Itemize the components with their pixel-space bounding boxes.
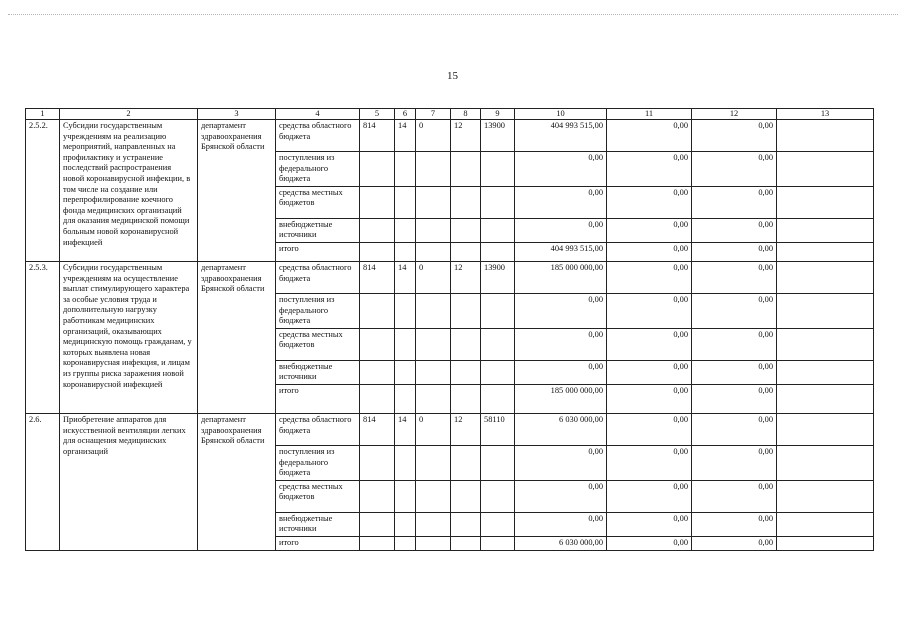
amount-col10: 0,00 [515, 445, 607, 480]
amount-col12: 0,00 [692, 328, 777, 360]
executor: департамент здравоохранения Брянской области [198, 261, 276, 413]
empty-cell [360, 445, 395, 480]
empty-cell [416, 360, 451, 384]
code-grbs: 814 [360, 120, 395, 152]
empty-cell [451, 242, 481, 261]
code-expense: 58110 [481, 413, 515, 445]
amount-col11: 0,00 [607, 218, 692, 242]
measure-name: Субсидии государственным учреждениям на осуществление выплат стимулирующего характера за особые условия труда и дополнительную нагрузку работникам медицинских организаций, оказывающих медицинскую помощь гражданам, у которых выявлена новая коронавирусная инфекция, и лицам из группы риска заражения новой коронавирусной инфекцией [60, 261, 198, 413]
empty-cell [360, 360, 395, 384]
empty-cell [481, 152, 515, 187]
empty-cell [481, 360, 515, 384]
header-row [26, 109, 874, 120]
amount-col12: 0,00 [692, 261, 777, 293]
column-header: 8 [451, 109, 481, 120]
empty-cell [481, 293, 515, 328]
empty-cell-col13 [777, 186, 874, 218]
amount-col10: 0,00 [515, 328, 607, 360]
empty-cell [416, 186, 451, 218]
amount-col10: 0,00 [515, 512, 607, 536]
empty-cell [451, 328, 481, 360]
amount-col11: 0,00 [607, 512, 692, 536]
column-header: 12 [692, 109, 777, 120]
empty-cell [416, 480, 451, 512]
amount-col11: 0,00 [607, 120, 692, 152]
empty-cell [416, 445, 451, 480]
empty-cell [451, 186, 481, 218]
funding-source: средства областного бюджета [276, 261, 360, 293]
amount-col11: 0,00 [607, 384, 692, 413]
amount-col11: 0,00 [607, 242, 692, 261]
empty-cell [481, 536, 515, 550]
column-header: 13 [777, 109, 874, 120]
amount-col11: 0,00 [607, 480, 692, 512]
amount-col11: 0,00 [607, 186, 692, 218]
funding-source: поступления из федерального бюджета [276, 152, 360, 187]
empty-cell [360, 152, 395, 187]
amount-col10: 0,00 [515, 480, 607, 512]
empty-cell [395, 360, 416, 384]
funding-source: внебюджетные источники [276, 218, 360, 242]
amount-col11: 0,00 [607, 413, 692, 445]
column-header: 11 [607, 109, 692, 120]
empty-cell [481, 445, 515, 480]
amount-col12: 0,00 [692, 293, 777, 328]
funding-source: итого [276, 384, 360, 413]
empty-cell [395, 186, 416, 218]
funding-source: средства областного бюджета [276, 413, 360, 445]
funding-source: средства местных бюджетов [276, 328, 360, 360]
empty-cell-col13 [777, 242, 874, 261]
empty-cell [481, 218, 515, 242]
empty-cell [416, 293, 451, 328]
empty-cell [360, 536, 395, 550]
empty-cell [481, 512, 515, 536]
empty-cell [416, 512, 451, 536]
empty-cell [395, 512, 416, 536]
empty-cell [416, 242, 451, 261]
empty-cell-col13 [777, 360, 874, 384]
row-number: 2.6. [26, 413, 60, 550]
amount-col10: 0,00 [515, 152, 607, 187]
budget-table [25, 108, 874, 551]
amount-col10: 404 993 515,00 [515, 242, 607, 261]
table-row [26, 413, 874, 445]
amount-col12: 0,00 [692, 413, 777, 445]
executor: департамент здравоохранения Брянской области [198, 120, 276, 262]
empty-cell [451, 480, 481, 512]
row-number: 2.5.2. [26, 120, 60, 262]
empty-cell [416, 384, 451, 413]
amount-col10: 185 000 000,00 [515, 384, 607, 413]
empty-cell-col13 [777, 384, 874, 413]
amount-col10: 0,00 [515, 360, 607, 384]
funding-source: итого [276, 536, 360, 550]
code-grbs: 814 [360, 261, 395, 293]
funding-source: поступления из федерального бюджета [276, 293, 360, 328]
amount-col10: 0,00 [515, 218, 607, 242]
empty-cell [451, 152, 481, 187]
code-section: 14 [395, 120, 416, 152]
amount-col12: 0,00 [692, 536, 777, 550]
column-header: 5 [360, 109, 395, 120]
column-header: 1 [26, 109, 60, 120]
empty-cell [451, 384, 481, 413]
empty-cell [395, 480, 416, 512]
empty-cell [395, 293, 416, 328]
amount-col10: 6 030 000,00 [515, 536, 607, 550]
amount-col10: 0,00 [515, 186, 607, 218]
empty-cell [451, 445, 481, 480]
empty-cell [395, 445, 416, 480]
amount-col12: 0,00 [692, 360, 777, 384]
empty-cell [360, 293, 395, 328]
code-program: 12 [451, 413, 481, 445]
empty-cell [416, 328, 451, 360]
empty-cell [395, 536, 416, 550]
executor: департамент здравоохранения Брянской области [198, 413, 276, 550]
empty-cell [360, 480, 395, 512]
amount-col12: 0,00 [692, 445, 777, 480]
amount-col11: 0,00 [607, 360, 692, 384]
empty-cell [451, 293, 481, 328]
empty-cell [481, 242, 515, 261]
code-subsection: 0 [416, 261, 451, 293]
funding-source: внебюджетные источники [276, 360, 360, 384]
empty-cell [481, 328, 515, 360]
empty-cell-col13 [777, 480, 874, 512]
funding-source: средства местных бюджетов [276, 480, 360, 512]
amount-col12: 0,00 [692, 152, 777, 187]
amount-col10: 185 000 000,00 [515, 261, 607, 293]
amount-col11: 0,00 [607, 261, 692, 293]
code-expense: 13900 [481, 120, 515, 152]
empty-cell-col13 [777, 152, 874, 187]
empty-cell [360, 242, 395, 261]
column-header: 6 [395, 109, 416, 120]
empty-cell-col13 [777, 261, 874, 293]
empty-cell [360, 186, 395, 218]
column-header: 2 [60, 109, 198, 120]
amount-col10: 6 030 000,00 [515, 413, 607, 445]
empty-cell [395, 328, 416, 360]
funding-source: средства областного бюджета [276, 120, 360, 152]
funding-source: поступления из федерального бюджета [276, 445, 360, 480]
amount-col11: 0,00 [607, 536, 692, 550]
empty-cell-col13 [777, 328, 874, 360]
empty-cell [395, 242, 416, 261]
amount-col12: 0,00 [692, 186, 777, 218]
column-header: 9 [481, 109, 515, 120]
empty-cell [481, 186, 515, 218]
code-expense: 13900 [481, 261, 515, 293]
table-row [26, 120, 874, 152]
empty-cell [451, 536, 481, 550]
amount-col11: 0,00 [607, 445, 692, 480]
amount-col12: 0,00 [692, 512, 777, 536]
code-section: 14 [395, 413, 416, 445]
empty-cell-col13 [777, 445, 874, 480]
empty-cell [360, 512, 395, 536]
empty-cell-col13 [777, 293, 874, 328]
amount-col12: 0,00 [692, 384, 777, 413]
code-subsection: 0 [416, 413, 451, 445]
funding-source: внебюджетные источники [276, 512, 360, 536]
empty-cell [395, 218, 416, 242]
scan-artifact-line [8, 14, 898, 15]
empty-cell [451, 512, 481, 536]
code-subsection: 0 [416, 120, 451, 152]
funding-source: итого [276, 242, 360, 261]
empty-cell [481, 480, 515, 512]
empty-cell [416, 536, 451, 550]
empty-cell [395, 384, 416, 413]
column-header: 7 [416, 109, 451, 120]
empty-cell [360, 384, 395, 413]
amount-col12: 0,00 [692, 218, 777, 242]
empty-cell-col13 [777, 218, 874, 242]
empty-cell [360, 218, 395, 242]
measure-name: Приобретение аппаратов для искусственной вентиляции легких для оснащения медицинских организаций [60, 413, 198, 550]
empty-cell-col13 [777, 512, 874, 536]
column-header: 3 [198, 109, 276, 120]
measure-name: Субсидии государственным учреждениям на реализацию мероприятий, направленных на профилактику и устранение последствий распространения новой коронавирусной инфекции, в том числе на создание или перепрофилирование коечного фонда медицинских организаций для оказания медицинской помощи больным новой коронавирусной инфекцией [60, 120, 198, 262]
code-section: 14 [395, 261, 416, 293]
empty-cell-col13 [777, 413, 874, 445]
empty-cell [416, 218, 451, 242]
amount-col12: 0,00 [692, 480, 777, 512]
amount-col11: 0,00 [607, 328, 692, 360]
code-grbs: 814 [360, 413, 395, 445]
column-header: 10 [515, 109, 607, 120]
row-number: 2.5.3. [26, 261, 60, 413]
funding-source: средства местных бюджетов [276, 186, 360, 218]
amount-col11: 0,00 [607, 152, 692, 187]
empty-cell-col13 [777, 120, 874, 152]
empty-cell [451, 360, 481, 384]
empty-cell-col13 [777, 536, 874, 550]
table-row [26, 261, 874, 293]
empty-cell [451, 218, 481, 242]
amount-col10: 404 993 515,00 [515, 120, 607, 152]
empty-cell [395, 152, 416, 187]
code-program: 12 [451, 120, 481, 152]
empty-cell [416, 152, 451, 187]
amount-col11: 0,00 [607, 293, 692, 328]
code-program: 12 [451, 261, 481, 293]
amount-col10: 0,00 [515, 293, 607, 328]
amount-col12: 0,00 [692, 242, 777, 261]
empty-cell [360, 328, 395, 360]
column-header: 4 [276, 109, 360, 120]
page-number: 15 [447, 70, 458, 82]
empty-cell [481, 384, 515, 413]
amount-col12: 0,00 [692, 120, 777, 152]
